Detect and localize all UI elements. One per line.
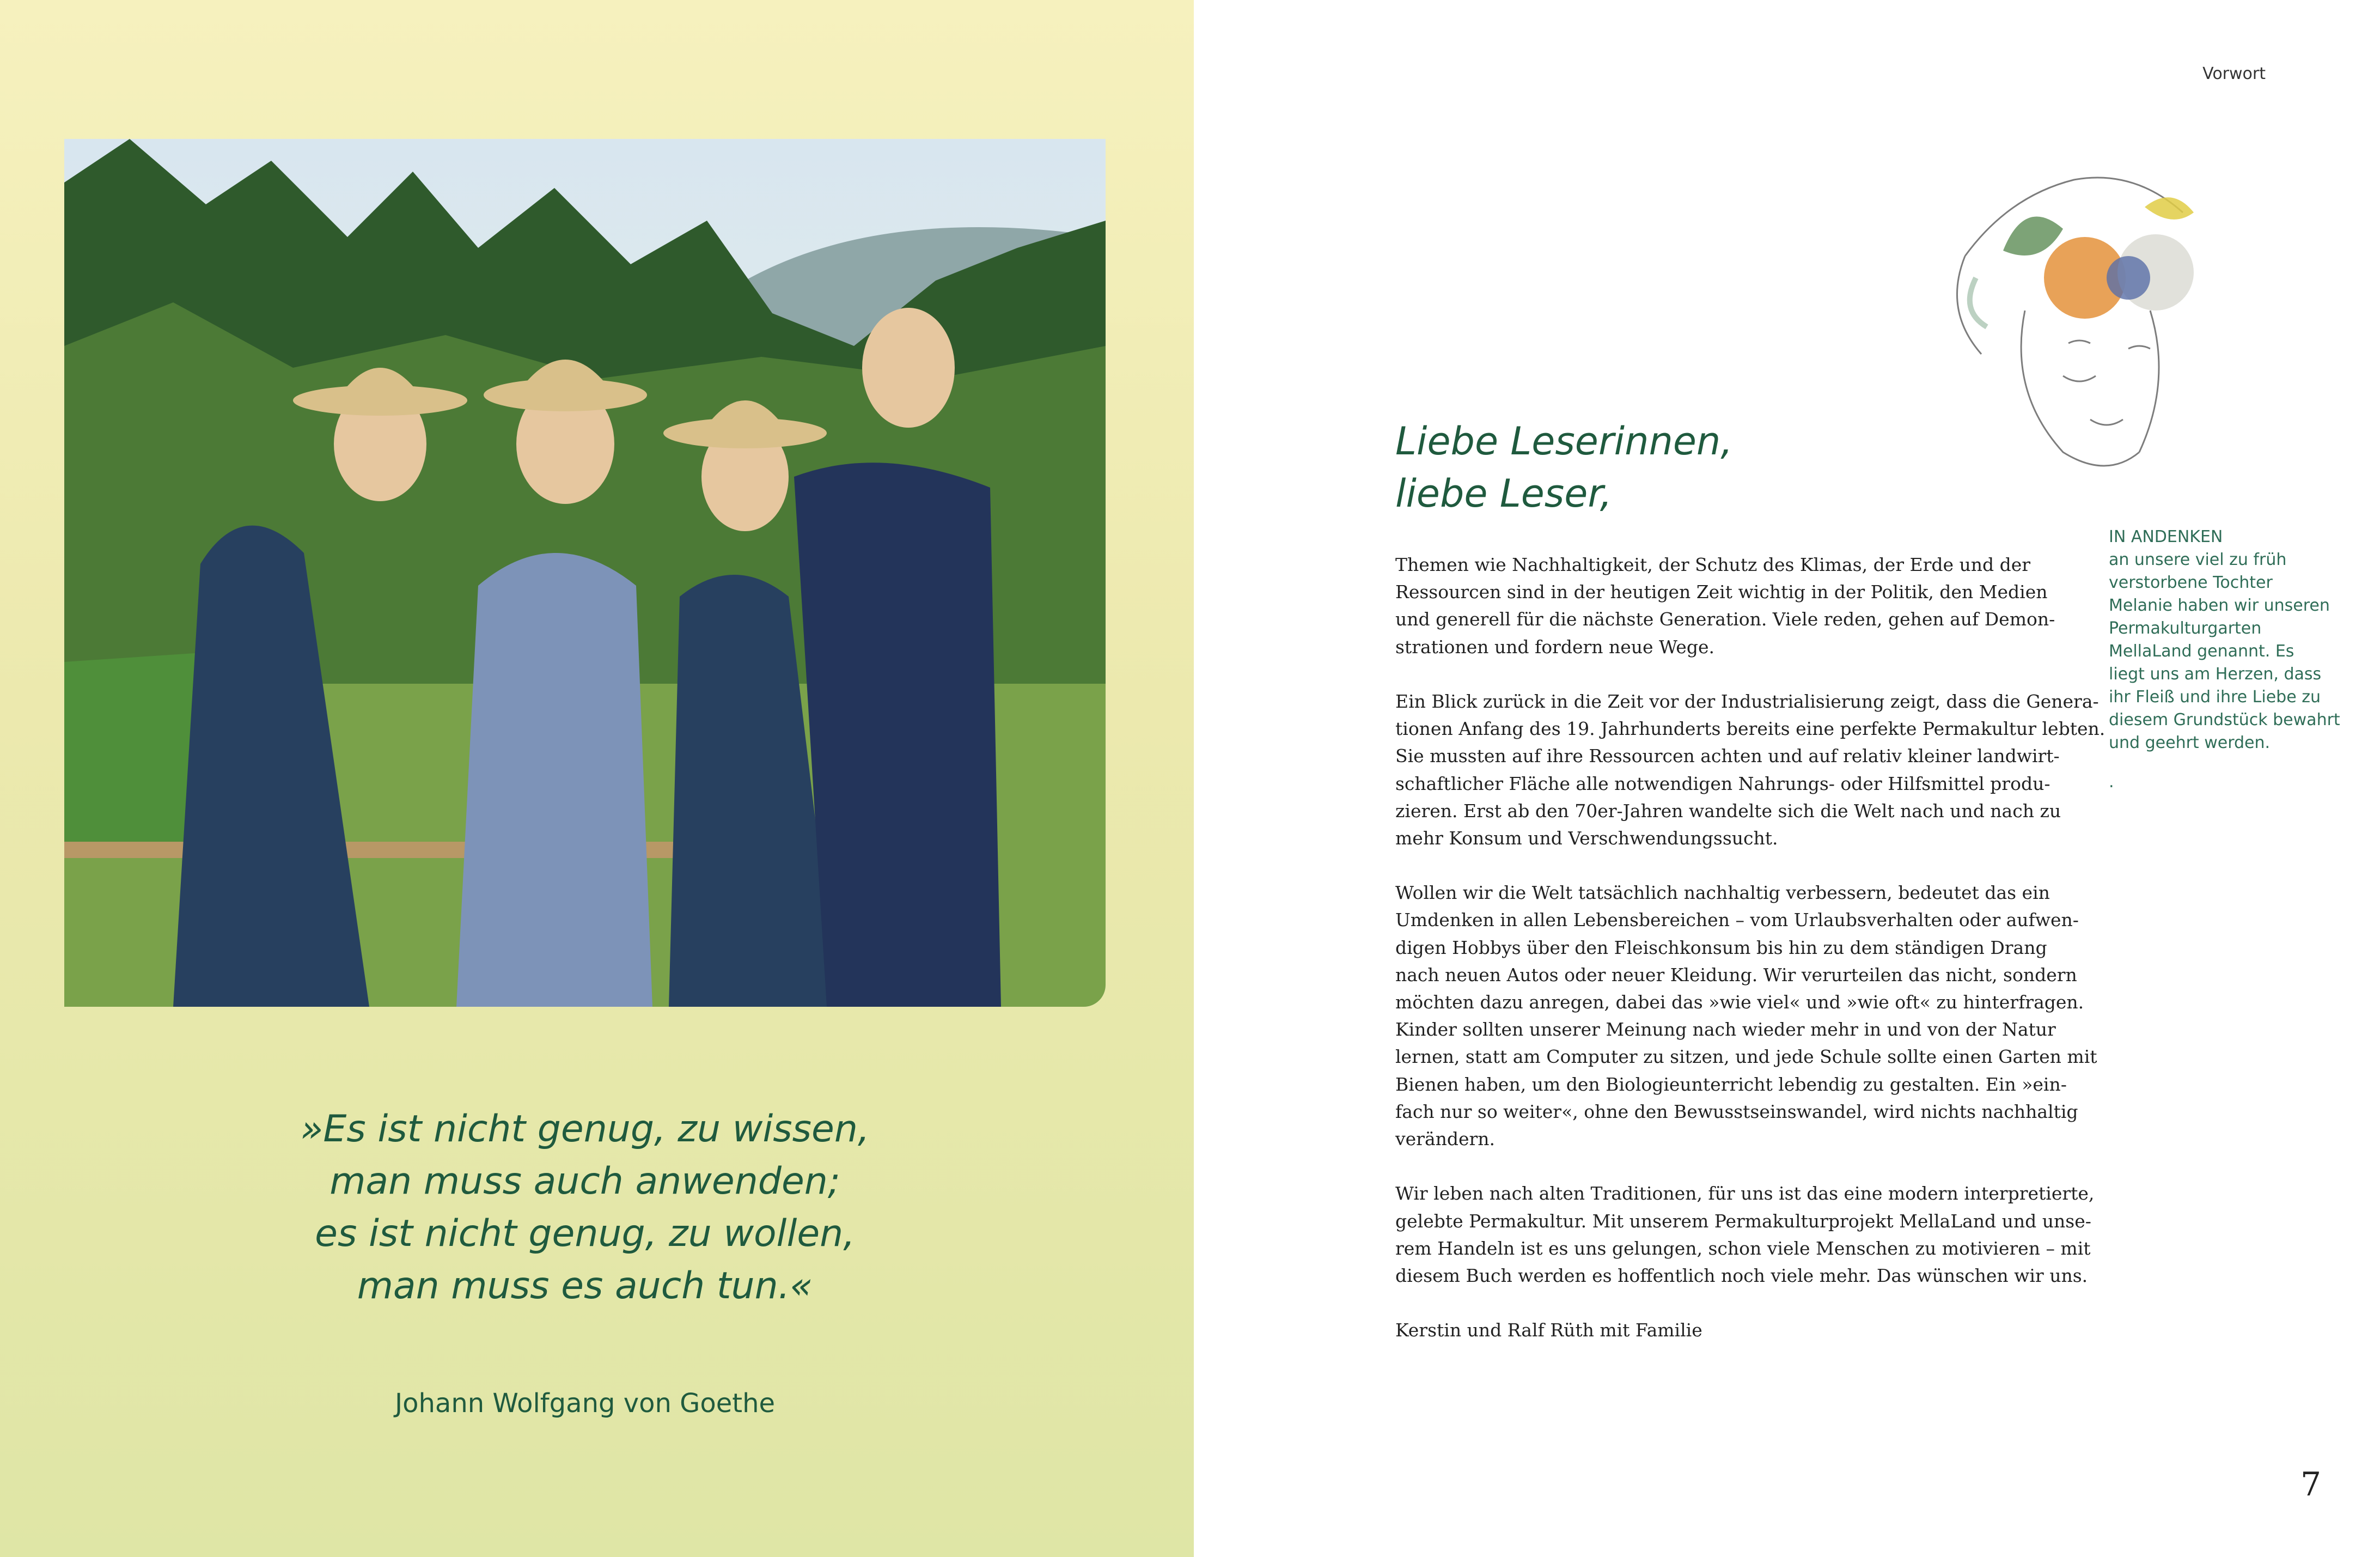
text-line: diesem Buch werden es hoffentlich noch viele mehr. Das wünschen wir uns. xyxy=(1395,1264,2088,1286)
text-line: Bienen haben, um den Biologieunterricht lebendig zu gestalten. Ein »ein- xyxy=(1395,1073,2067,1095)
quote-line: »Es ist nicht genug, zu wissen, xyxy=(300,1108,870,1151)
paragraph xyxy=(1395,551,2103,661)
text-line: lernen, statt am Computer zu sitzen, und jede Schule sollte einen Garten mit xyxy=(1395,1046,2097,1068)
text-line: Umdenken in allen Lebensbereichen – vom Urlaubsverhalten oder aufwen- xyxy=(1395,909,2079,931)
text-line: nach neuen Autos oder neuer Kleidung. Wir verurteilen das nicht, sondern xyxy=(1395,964,2077,986)
sketch-illustration xyxy=(1900,147,2248,496)
sidebar-line: liegt uns am Herzen, dass xyxy=(2109,665,2322,684)
sidebar-line: Permakulturgarten xyxy=(2109,619,2262,638)
paragraph xyxy=(1395,879,2103,1153)
text-line: strationen und fordern neue Wege. xyxy=(1395,636,1714,658)
text-line: verändern. xyxy=(1395,1128,1496,1149)
sidebar-line: und geehrt werden. xyxy=(2109,733,2271,752)
foreword-body xyxy=(1395,551,2106,1344)
text-line: Ressourcen sind in der heutigen Zeit wichtig in der Politik, den Medien xyxy=(1395,581,2048,603)
paragraph xyxy=(1395,1180,2103,1290)
text-line: Ein Blick zurück in die Zeit vor der Industrialisierung zeigt, dass die Genera- xyxy=(1395,690,2099,712)
quote-line: es ist nicht genug, zu wollen, xyxy=(315,1212,855,1255)
text-line: Kinder sollten unserer Meinung nach wieder mehr in und von der Natur xyxy=(1395,1019,2056,1041)
page-number: 7 xyxy=(2300,1465,2322,1504)
text-line: möchten dazu anregen, dabei das »wie viel« und »wie oft« zu hinterfragen. xyxy=(1395,992,2084,1013)
quote-author: Johann Wolfgang von Goethe xyxy=(394,1388,776,1419)
in-memoriam-sidebar xyxy=(2109,526,2348,794)
quote-line: man muss auch anwenden; xyxy=(329,1160,840,1203)
paragraph xyxy=(1395,688,2106,852)
text-line: gelebte Permakultur. Mit unserem Permakulturprojekt MellaLand und unse- xyxy=(1395,1210,2091,1232)
family-photo-illustration xyxy=(64,139,1106,1007)
goethe-quote xyxy=(64,1103,1106,1312)
text-line: Sie mussten auf ihre Ressourcen achten und auf relativ kleiner landwirt- xyxy=(1395,745,2060,767)
text-line: Wollen wir die Welt tatsächlich nachhaltig verbessern, bedeutet das ein xyxy=(1395,882,2050,904)
sidebar-line: Melanie haben wir unseren xyxy=(2109,596,2330,615)
text-line: Themen wie Nachhaltigkeit, der Schutz des Klimas, der Erde und der xyxy=(1395,554,2031,575)
text-line: schaftlicher Fläche alle notwendigen Nahrungs- oder Hilfsmittel produ- xyxy=(1395,773,2051,794)
headline-line: Liebe Leserinnen, xyxy=(1395,419,1733,464)
text-line: Wir leben nach alten Traditionen, für uns ist das eine modern interpretierte, xyxy=(1395,1183,2095,1205)
sidebar-line: verstorbene Tochter xyxy=(2109,573,2273,592)
sidebar-line: MellaLand genannt. Es xyxy=(2109,642,2294,661)
quote-line: man muss es auch tun.« xyxy=(357,1264,813,1307)
headline-line: liebe Leser, xyxy=(1395,471,1612,516)
family-photo xyxy=(64,139,1106,1007)
text-line: und generell für die nächste Generation. Viele reden, gehen auf Demon- xyxy=(1395,609,2055,630)
signature-paragraph xyxy=(1395,1317,2103,1344)
text-line: tionen Anfang des 19. Jahrhunderts bereits eine perfekte Permakultur lebten. xyxy=(1395,718,2106,740)
sidebar-line: diesem Grundstück bewahrt xyxy=(2109,710,2340,729)
text-line: fach nur so weiter«, ohne den Bewusstseinswandel, wird nichts nachhaltig xyxy=(1395,1100,2078,1122)
text-line: zieren. Erst ab den 70er-Jahren wandelte sich die Welt nach und nach zu xyxy=(1395,800,2061,822)
foreword-headline xyxy=(1395,415,1733,520)
sidebar-heading: IN ANDENKEN xyxy=(2109,527,2223,546)
woman-vegetable-sketch xyxy=(1900,147,2248,496)
sidebar-trailing-dot: . xyxy=(2109,773,2114,792)
running-head: Vorwort xyxy=(2202,64,2266,83)
text-line: digen Hobbys über den Fleischkonsum bis hin zu dem ständigen Drang xyxy=(1395,936,2047,958)
signature-line: Kerstin und Ralf Rüth mit Familie xyxy=(1395,1319,1702,1341)
sidebar-line: ihr Fleiß und ihre Liebe zu xyxy=(2109,688,2321,707)
sidebar-line: an unsere viel zu früh xyxy=(2109,550,2287,569)
text-line: mehr Konsum und Verschwendungssucht. xyxy=(1395,827,1778,849)
text-line: rem Handeln ist es uns gelungen, schon viele Menschen zu motivieren – mit xyxy=(1395,1237,2091,1259)
